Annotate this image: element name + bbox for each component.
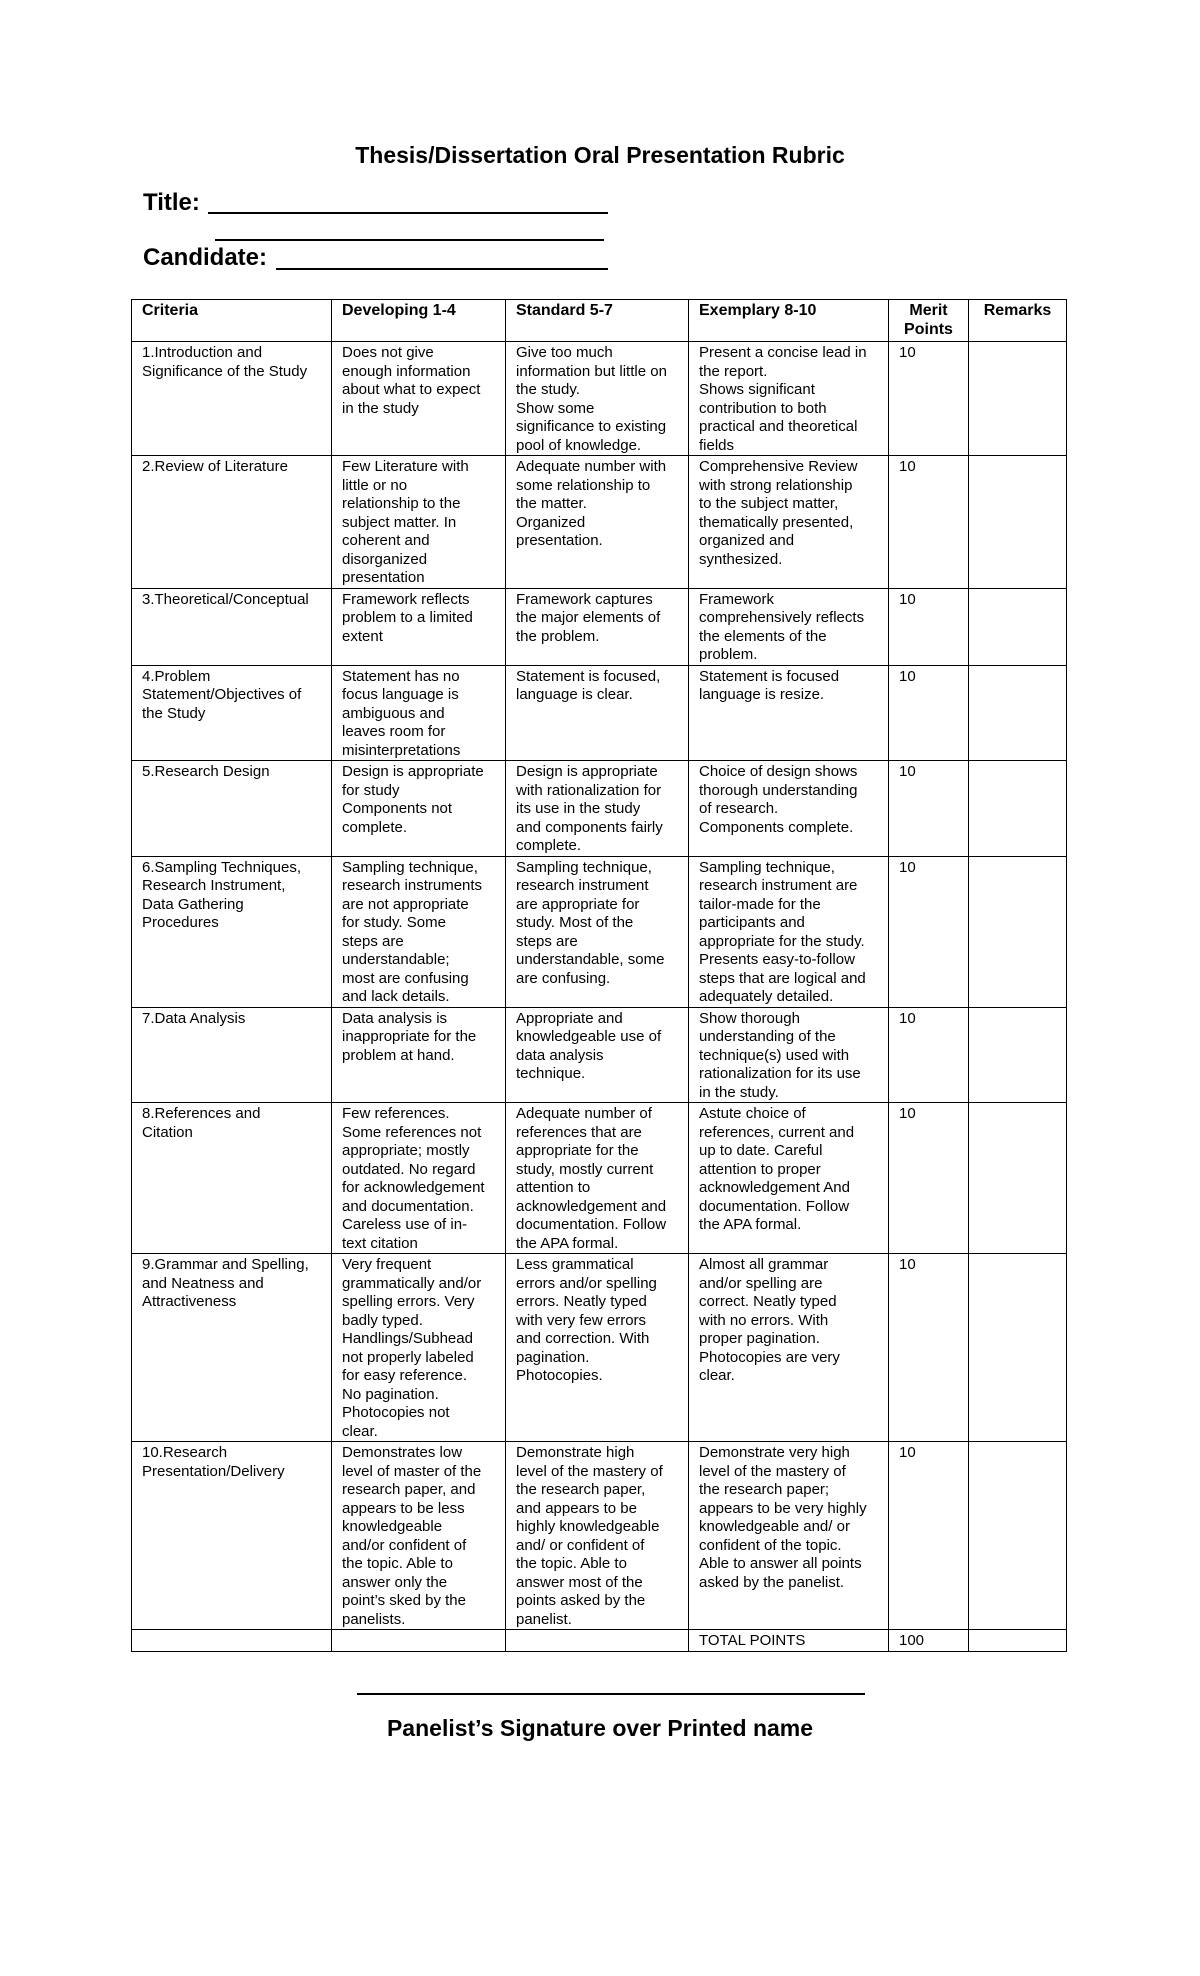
exemplary-text-line: proper pagination. bbox=[699, 1330, 820, 1347]
exemplary-text-line: thorough understanding bbox=[699, 781, 858, 799]
standard-cell bbox=[506, 761, 689, 857]
criteria-cell bbox=[132, 856, 332, 1007]
developing-cell bbox=[332, 342, 506, 456]
developing-text-line: Framework reflects bbox=[342, 590, 470, 608]
table-row bbox=[132, 1442, 1067, 1630]
standard-cell bbox=[506, 456, 689, 589]
header-standard: Standard 5-7 bbox=[506, 300, 689, 342]
document-title: Thesis/Dissertation Oral Presentation Rubric bbox=[355, 142, 845, 168]
exemplary-text-line: Almost all grammar bbox=[699, 1256, 829, 1273]
developing-text-line: Few references. bbox=[342, 1105, 450, 1122]
merit-points-cell: 10 bbox=[889, 456, 969, 589]
standard-text-line: Design is appropriate bbox=[516, 763, 658, 780]
standard-text-line: the problem. bbox=[516, 627, 600, 645]
standard-cell bbox=[506, 588, 689, 665]
criteria-text-line: 1.Introduction and bbox=[142, 344, 263, 361]
developing-text-line: Design is appropriate bbox=[342, 763, 484, 780]
criteria-text-line: Citation bbox=[142, 1123, 193, 1141]
developing-text-line: and/or confident of bbox=[342, 1536, 467, 1554]
exemplary-text-line: the APA formal. bbox=[699, 1216, 802, 1233]
title-label: Title: bbox=[143, 189, 200, 216]
developing-text-line: ambiguous and bbox=[342, 704, 445, 722]
developing-text-line: for study. Some bbox=[342, 914, 446, 931]
developing-text-line: and documentation. bbox=[342, 1197, 474, 1215]
standard-text-line: level of the mastery of bbox=[516, 1462, 663, 1480]
total-value: 100 bbox=[889, 1630, 969, 1652]
developing-text-line: extent bbox=[342, 627, 383, 645]
exemplary-cell bbox=[689, 1007, 889, 1103]
rubric-table bbox=[131, 299, 1067, 1652]
exemplary-text-line: participants and bbox=[699, 914, 805, 931]
developing-text-line: Few Literature with bbox=[342, 458, 469, 475]
exemplary-text-line: Astute choice of bbox=[699, 1105, 806, 1122]
criteria-text-line: 10.Research bbox=[142, 1444, 228, 1461]
standard-cell bbox=[506, 1442, 689, 1630]
standard-text-line: information but little on bbox=[516, 362, 667, 380]
exemplary-text-line: acknowledgement And bbox=[699, 1179, 850, 1196]
standard-text-line: the major elements of bbox=[516, 609, 661, 626]
developing-text-line: presentation bbox=[342, 569, 425, 586]
exemplary-text-line: Presents easy-to-follow bbox=[699, 951, 855, 968]
criteria-text-line: Research Instrument, bbox=[142, 877, 286, 894]
developing-text-line: Some references not bbox=[342, 1123, 482, 1141]
exemplary-text-line: Photocopies are very bbox=[699, 1348, 840, 1366]
exemplary-text-line: fields bbox=[699, 436, 735, 454]
criteria-text-line: 5.Research Design bbox=[142, 763, 270, 780]
standard-text-line: study, mostly current bbox=[516, 1160, 654, 1178]
exemplary-text-line: Statement is focused bbox=[699, 667, 840, 685]
standard-text-line: complete. bbox=[516, 837, 582, 854]
table-header-row bbox=[132, 300, 1067, 342]
exemplary-text-line: comprehensively reflects bbox=[699, 609, 865, 626]
exemplary-cell bbox=[689, 1442, 889, 1630]
candidate-input-line[interactable] bbox=[276, 268, 608, 270]
exemplary-text-line: Present a concise lead in bbox=[699, 344, 867, 361]
standard-text-line: Show some bbox=[516, 399, 595, 417]
developing-text-line: research paper, and bbox=[342, 1481, 476, 1498]
standard-text-line: and components fairly bbox=[516, 818, 663, 836]
remarks-cell[interactable] bbox=[969, 1007, 1067, 1103]
standard-text-line: are confusing. bbox=[516, 969, 611, 987]
standard-text-line: and correction. With bbox=[516, 1330, 650, 1347]
developing-text-line: little or no bbox=[342, 476, 408, 494]
standard-text-line: data analysis bbox=[516, 1046, 604, 1064]
header-developing: Developing 1-4 bbox=[332, 300, 506, 342]
exemplary-text-line: adequately detailed. bbox=[699, 988, 834, 1005]
standard-text-line: pagination. bbox=[516, 1348, 590, 1366]
criteria-text-line: 3.Theoretical/Conceptual bbox=[142, 590, 309, 608]
criteria-cell bbox=[132, 456, 332, 589]
developing-text-line: in the study bbox=[342, 399, 419, 417]
developing-text-line: spelling errors. Very bbox=[342, 1293, 475, 1310]
table-row bbox=[132, 342, 1067, 456]
exemplary-text-line: documentation. Follow bbox=[699, 1197, 850, 1215]
remarks-cell[interactable] bbox=[969, 1442, 1067, 1630]
total-row bbox=[132, 1630, 1067, 1652]
criteria-text-line: the Study bbox=[142, 704, 206, 722]
exemplary-text-line: clear. bbox=[699, 1367, 735, 1384]
developing-text-line: appropriate; mostly bbox=[342, 1142, 470, 1159]
title-input-line[interactable] bbox=[208, 212, 608, 214]
standard-cell bbox=[506, 1254, 689, 1442]
exemplary-text-line: appears to be very highly bbox=[699, 1499, 867, 1517]
developing-text-line: complete. bbox=[342, 818, 408, 836]
standard-text-line: are appropriate for bbox=[516, 895, 640, 913]
standard-text-line: Appropriate and bbox=[516, 1009, 623, 1027]
standard-text-line: the APA formal. bbox=[516, 1234, 619, 1252]
exemplary-cell bbox=[689, 1103, 889, 1254]
developing-text-line: badly typed. bbox=[342, 1311, 423, 1329]
exemplary-text-line: correct. Neatly typed bbox=[699, 1293, 837, 1310]
developing-text-line: grammatically and/or bbox=[342, 1274, 482, 1292]
standard-text-line: pool of knowledge. bbox=[516, 436, 642, 454]
exemplary-text-line: Show thorough bbox=[699, 1009, 800, 1027]
exemplary-text-line: with strong relationship bbox=[699, 476, 853, 494]
developing-text-line: panelists. bbox=[342, 1610, 406, 1628]
standard-text-line: documentation. Follow bbox=[516, 1216, 667, 1233]
standard-text-line: some relationship to bbox=[516, 476, 651, 494]
developing-text-line: are not appropriate bbox=[342, 895, 469, 913]
developing-text-line: about what to expect bbox=[342, 381, 481, 398]
developing-cell bbox=[332, 856, 506, 1007]
exemplary-text-line: in the study. bbox=[699, 1083, 779, 1101]
standard-text-line: its use in the study bbox=[516, 800, 641, 817]
criteria-text-line: and Neatness and bbox=[142, 1274, 264, 1292]
developing-text-line: Careless use of in- bbox=[342, 1216, 468, 1233]
header-criteria: Criteria bbox=[132, 300, 332, 342]
remarks-cell[interactable] bbox=[969, 761, 1067, 857]
standard-text-line: Demonstrate high bbox=[516, 1444, 635, 1461]
developing-text-line: Statement has no bbox=[342, 667, 460, 685]
developing-text-line: relationship to the bbox=[342, 495, 461, 512]
developing-text-line: No pagination. bbox=[342, 1385, 439, 1403]
exemplary-cell bbox=[689, 1254, 889, 1442]
developing-cell bbox=[332, 588, 506, 665]
standard-text-line: answer most of the bbox=[516, 1573, 643, 1591]
developing-text-line: Very frequent bbox=[342, 1256, 432, 1273]
merit-points-cell: 10 bbox=[889, 1442, 969, 1630]
exemplary-text-line: synthesized. bbox=[699, 550, 783, 568]
developing-cell bbox=[332, 1007, 506, 1103]
header-merit-points: Merit Points bbox=[889, 300, 969, 342]
standard-cell bbox=[506, 1007, 689, 1103]
standard-text-line: Less grammatical bbox=[516, 1256, 634, 1273]
standard-text-line: and/ or confident of bbox=[516, 1536, 645, 1554]
exemplary-text-line: and/or spelling are bbox=[699, 1274, 823, 1292]
standard-text-line: errors. Neatly typed bbox=[516, 1293, 647, 1310]
exemplary-text-line: Demonstrate very high bbox=[699, 1444, 850, 1461]
exemplary-cell bbox=[689, 342, 889, 456]
developing-text-line: disorganized bbox=[342, 550, 428, 568]
merit-points-cell: 10 bbox=[889, 342, 969, 456]
standard-text-line: attention to bbox=[516, 1179, 591, 1196]
criteria-text-line: 2.Review of Literature bbox=[142, 458, 288, 475]
standard-cell bbox=[506, 1103, 689, 1254]
exemplary-text-line: technique(s) used with bbox=[699, 1046, 850, 1064]
standard-text-line: with rationalization for bbox=[516, 781, 662, 799]
merit-points-cell: 10 bbox=[889, 665, 969, 761]
merit-points-cell: 10 bbox=[889, 856, 969, 1007]
standard-text-line: significance to existing bbox=[516, 418, 667, 435]
criteria-text-line: Presentation/Delivery bbox=[142, 1462, 285, 1480]
developing-text-line: misinterpretations bbox=[342, 741, 461, 759]
developing-text-line: Does not give bbox=[342, 344, 434, 361]
standard-text-line: Organized bbox=[516, 513, 586, 531]
standard-text-line: points asked by the bbox=[516, 1592, 646, 1609]
criteria-text-line: Significance of the Study bbox=[142, 362, 308, 380]
standard-text-line: references that are bbox=[516, 1123, 642, 1141]
standard-text-line: the research paper, bbox=[516, 1481, 646, 1498]
exemplary-cell bbox=[689, 588, 889, 665]
standard-text-line: technique. bbox=[516, 1065, 586, 1082]
exemplary-text-line: of research. bbox=[699, 800, 779, 817]
standard-cell bbox=[506, 665, 689, 761]
standard-text-line: Sampling technique, bbox=[516, 858, 652, 876]
developing-text-line: steps are bbox=[342, 932, 404, 950]
standard-text-line: Framework captures bbox=[516, 590, 653, 608]
table-row bbox=[132, 456, 1067, 589]
criteria-cell bbox=[132, 665, 332, 761]
exemplary-text-line: Framework bbox=[699, 590, 775, 608]
developing-text-line: clear. bbox=[342, 1422, 378, 1440]
standard-text-line: understandable, some bbox=[516, 951, 665, 968]
exemplary-text-line: language is resize. bbox=[699, 686, 825, 703]
exemplary-cell bbox=[689, 456, 889, 589]
standard-text-line: knowledgeable use of bbox=[516, 1028, 662, 1045]
standard-cell bbox=[506, 856, 689, 1007]
criteria-cell bbox=[132, 1442, 332, 1630]
remarks-cell[interactable] bbox=[969, 1254, 1067, 1442]
developing-cell bbox=[332, 1442, 506, 1630]
criteria-text-line: 6.Sampling Techniques, bbox=[142, 858, 301, 876]
developing-text-line: problem at hand. bbox=[342, 1046, 455, 1064]
developing-cell bbox=[332, 761, 506, 857]
developing-text-line: problem to a limited bbox=[342, 609, 473, 626]
merit-points-cell: 10 bbox=[889, 1007, 969, 1103]
developing-text-line: not properly labeled bbox=[342, 1348, 474, 1366]
standard-text-line: appropriate for the bbox=[516, 1142, 639, 1159]
exemplary-text-line: attention to proper bbox=[699, 1160, 821, 1178]
standard-text-line: Give too much bbox=[516, 344, 613, 361]
standard-text-line: Adequate number of bbox=[516, 1105, 652, 1122]
exemplary-text-line: organized and bbox=[699, 532, 795, 549]
exemplary-text-line: to the subject matter, bbox=[699, 495, 839, 512]
standard-text-line: panelist. bbox=[516, 1610, 572, 1628]
exemplary-text-line: understanding of the bbox=[699, 1028, 836, 1045]
table-row bbox=[132, 1007, 1067, 1103]
standard-text-line: presentation. bbox=[516, 532, 603, 549]
developing-cell bbox=[332, 665, 506, 761]
criteria-text-line: Data Gathering bbox=[142, 895, 244, 913]
criteria-text-line: 7.Data Analysis bbox=[142, 1009, 246, 1027]
standard-text-line: the matter. bbox=[516, 495, 587, 512]
exemplary-text-line: asked by the panelist. bbox=[699, 1573, 845, 1591]
remarks-cell[interactable] bbox=[969, 342, 1067, 456]
remarks-cell[interactable] bbox=[969, 456, 1067, 589]
developing-text-line: point’s sked by the bbox=[342, 1592, 466, 1609]
exemplary-text-line: Able to answer all points bbox=[699, 1555, 862, 1572]
criteria-text-line: Attractiveness bbox=[142, 1293, 237, 1310]
exemplary-text-line: steps that are logical and bbox=[699, 969, 866, 987]
standard-cell bbox=[506, 342, 689, 456]
developing-text-line: Handlings/Subhead bbox=[342, 1330, 473, 1347]
exemplary-text-line: Shows significant bbox=[699, 381, 815, 398]
exemplary-text-line: up to date. Careful bbox=[699, 1142, 823, 1159]
table-row bbox=[132, 588, 1067, 665]
developing-cell bbox=[332, 1254, 506, 1442]
exemplary-cell bbox=[689, 761, 889, 857]
total-label: TOTAL POINTS bbox=[689, 1630, 889, 1652]
exemplary-text-line: the research paper; bbox=[699, 1481, 830, 1498]
total-empty-cell bbox=[506, 1630, 689, 1652]
developing-text-line: answer only the bbox=[342, 1573, 448, 1591]
standard-text-line: with very few errors bbox=[516, 1311, 647, 1329]
criteria-cell bbox=[132, 1254, 332, 1442]
developing-text-line: appears to be less bbox=[342, 1499, 465, 1517]
exemplary-text-line: the elements of the bbox=[699, 627, 827, 645]
criteria-cell bbox=[132, 342, 332, 456]
exemplary-text-line: Components complete. bbox=[699, 818, 854, 836]
remarks-cell[interactable] bbox=[969, 1103, 1067, 1254]
exemplary-text-line: the report. bbox=[699, 362, 768, 380]
criteria-text-line: 9.Grammar and Spelling, bbox=[142, 1256, 309, 1273]
criteria-cell bbox=[132, 1103, 332, 1254]
developing-text-line: for study bbox=[342, 781, 400, 799]
developing-text-line: understandable; bbox=[342, 951, 450, 968]
developing-text-line: and lack details. bbox=[342, 988, 450, 1005]
header-exemplary: Exemplary 8-10 bbox=[689, 300, 889, 342]
standard-text-line: acknowledgement and bbox=[516, 1197, 667, 1215]
criteria-text-line: Procedures bbox=[142, 914, 219, 931]
merit-points-cell: 10 bbox=[889, 588, 969, 665]
standard-text-line: highly knowledgeable bbox=[516, 1518, 660, 1535]
developing-text-line: coherent and bbox=[342, 532, 430, 549]
standard-text-line: the study. bbox=[516, 381, 580, 398]
table-row bbox=[132, 1103, 1067, 1254]
exemplary-text-line: confident of the topic. bbox=[699, 1536, 842, 1554]
standard-text-line: Statement is focused, bbox=[516, 667, 661, 685]
total-remarks-cell[interactable] bbox=[969, 1630, 1067, 1652]
candidate-label: Candidate: bbox=[143, 244, 268, 271]
remarks-cell[interactable] bbox=[969, 665, 1067, 761]
exemplary-cell bbox=[689, 856, 889, 1007]
developing-text-line: for acknowledgement bbox=[342, 1179, 485, 1196]
criteria-cell bbox=[132, 1007, 332, 1103]
standard-text-line: the topic. Able to bbox=[516, 1555, 627, 1572]
standard-text-line: errors and/or spelling bbox=[516, 1274, 657, 1292]
title-input-line-2[interactable] bbox=[215, 239, 604, 241]
criteria-text-line: Statement/Objectives of bbox=[142, 686, 302, 703]
header-remarks: Remarks bbox=[969, 300, 1067, 342]
total-empty-cell bbox=[332, 1630, 506, 1652]
developing-text-line: text citation bbox=[342, 1234, 418, 1252]
remarks-cell[interactable] bbox=[969, 856, 1067, 1007]
exemplary-text-line: Choice of design shows bbox=[699, 763, 858, 780]
developing-text-line: knowledgeable bbox=[342, 1518, 443, 1535]
exemplary-text-line: rationalization for its use bbox=[699, 1065, 861, 1082]
developing-cell bbox=[332, 1103, 506, 1254]
table-row bbox=[132, 665, 1067, 761]
exemplary-text-line: problem. bbox=[699, 646, 758, 663]
table-row bbox=[132, 856, 1067, 1007]
standard-text-line: study. Most of the bbox=[516, 914, 634, 931]
exemplary-text-line: appropriate for the study. bbox=[699, 932, 865, 950]
remarks-cell[interactable] bbox=[969, 588, 1067, 665]
standard-text-line: Photocopies. bbox=[516, 1367, 603, 1384]
table-row bbox=[132, 761, 1067, 857]
exemplary-text-line: Comprehensive Review bbox=[699, 458, 858, 475]
standard-text-line: and appears to be bbox=[516, 1499, 637, 1517]
standard-text-line: Adequate number with bbox=[516, 458, 667, 475]
developing-text-line: Sampling technique, bbox=[342, 858, 478, 876]
total-empty-cell bbox=[132, 1630, 332, 1652]
table-row bbox=[132, 1254, 1067, 1442]
developing-text-line: subject matter. In bbox=[342, 513, 457, 531]
developing-text-line: leaves room for bbox=[342, 723, 446, 740]
standard-text-line: research instrument bbox=[516, 877, 649, 894]
developing-text-line: inappropriate for the bbox=[342, 1028, 477, 1045]
exemplary-text-line: thematically presented, bbox=[699, 513, 854, 531]
developing-text-line: Photocopies not bbox=[342, 1404, 450, 1421]
developing-text-line: Components not bbox=[342, 800, 453, 817]
criteria-cell bbox=[132, 588, 332, 665]
developing-text-line: outdated. No regard bbox=[342, 1160, 476, 1178]
developing-cell bbox=[332, 456, 506, 589]
exemplary-text-line: references, current and bbox=[699, 1123, 855, 1141]
standard-text-line: steps are bbox=[516, 932, 578, 950]
merit-points-cell: 10 bbox=[889, 1254, 969, 1442]
developing-text-line: focus language is bbox=[342, 686, 459, 703]
standard-text-line: language is clear. bbox=[516, 686, 633, 703]
exemplary-text-line: level of the mastery of bbox=[699, 1462, 846, 1480]
merit-points-cell: 10 bbox=[889, 1103, 969, 1254]
signature-line[interactable] bbox=[357, 1693, 865, 1695]
exemplary-text-line: tailor-made for the bbox=[699, 895, 821, 913]
developing-text-line: Data analysis is bbox=[342, 1009, 448, 1027]
developing-text-line: enough information bbox=[342, 362, 471, 380]
criteria-cell bbox=[132, 761, 332, 857]
rubric-body bbox=[132, 342, 1067, 1630]
developing-text-line: Demonstrates low bbox=[342, 1444, 463, 1461]
developing-text-line: for easy reference. bbox=[342, 1367, 468, 1384]
exemplary-text-line: research instrument are bbox=[699, 877, 858, 894]
exemplary-text-line: with no errors. With bbox=[699, 1311, 829, 1329]
exemplary-text-line: practical and theoretical bbox=[699, 418, 858, 435]
developing-text-line: the topic. Able to bbox=[342, 1555, 453, 1572]
developing-text-line: research instruments bbox=[342, 877, 483, 894]
signature-label: Panelist’s Signature over Printed name bbox=[386, 1715, 814, 1741]
exemplary-text-line: contribution to both bbox=[699, 399, 827, 417]
criteria-text-line: 8.References and bbox=[142, 1105, 261, 1122]
developing-text-line: level of master of the bbox=[342, 1462, 482, 1480]
exemplary-text-line: Sampling technique, bbox=[699, 858, 835, 876]
exemplary-cell bbox=[689, 665, 889, 761]
criteria-text-line: 4.Problem bbox=[142, 667, 211, 685]
merit-points-cell: 10 bbox=[889, 761, 969, 857]
exemplary-text-line: knowledgeable and/ or bbox=[699, 1518, 850, 1535]
developing-text-line: most are confusing bbox=[342, 969, 469, 987]
